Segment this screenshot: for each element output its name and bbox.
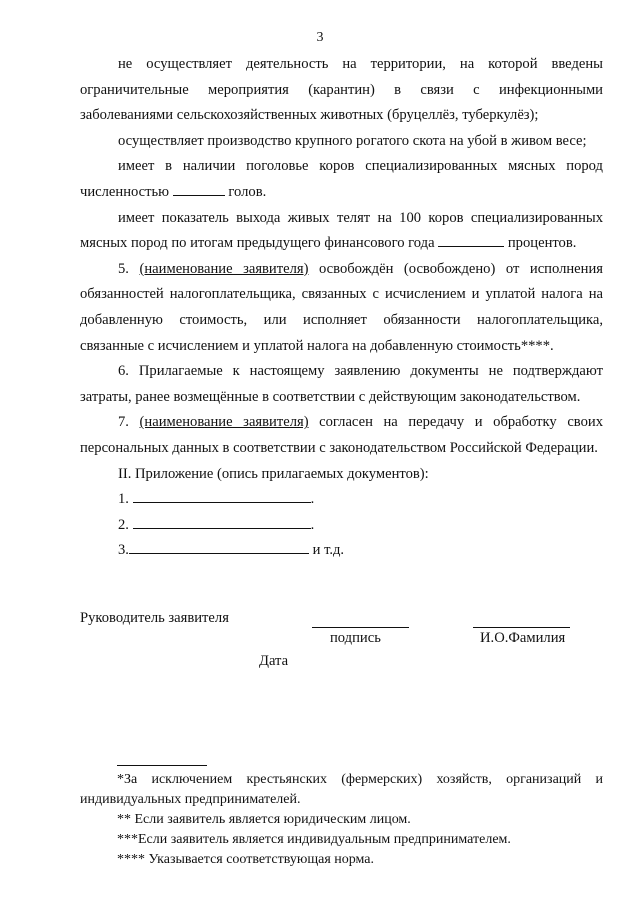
- cows-suffix: голов.: [228, 183, 267, 200]
- footnote-3: ***Если заявитель является индивидуальным предпринимателем.: [117, 832, 511, 847]
- appendix-item-blank[interactable]: [133, 490, 311, 503]
- footnote-4: **** Указывается соответствующая норма.: [117, 852, 375, 867]
- appendix-item-1: [80, 487, 603, 513]
- cows-prefix: имеет в наличии поголовье коров специализированных мясных пород численностью: [80, 158, 603, 200]
- item5-text: освобождён (освобождено) от исполнения обязанностей налогоплательщика, связанных с исчислением и уплатой налога на добавленную стоимость, или исполняет обязанности налогоплательщика, связанные с исчислением и уплатой налога на добавленную стоимость****.: [80, 260, 603, 354]
- footnote-divider: [117, 765, 207, 766]
- calves-suffix: процентов.: [507, 235, 577, 252]
- appendix-item-end: .: [310, 516, 315, 533]
- paragraph-item-6: 6. Прилагаемые к настоящему заявлению документы не подтверждают затраты, ранее возмещённые в соответствии с действующим законодательством.: [80, 363, 603, 405]
- calves-prefix: имеет показатель выхода живых телят на 100 коров специализированных мясных пород по итогам предыдущего финансового года: [80, 209, 603, 252]
- item7-number: 7.: [118, 414, 129, 431]
- signature-line[interactable]: [312, 627, 409, 628]
- footnotes: [80, 770, 603, 870]
- paragraph-cows: [80, 154, 603, 205]
- signature-caption: подпись: [330, 630, 381, 646]
- item5-applicant-label: (наименование заявителя): [139, 260, 309, 277]
- appendix-item-end: .: [310, 491, 315, 508]
- name-caption: И.О.Фамилия: [480, 630, 566, 646]
- head-label: Руководитель заявителя: [80, 610, 229, 626]
- appendix-heading: II. Приложение (опись прилагаемых документов):: [118, 465, 429, 482]
- footnote-1: *За исключением крестьянских (фермерских) хозяйств, организаций и индивидуальных предпринимателей.: [80, 772, 603, 807]
- appendix-item-2: [80, 513, 603, 539]
- cows-count-blank[interactable]: [173, 183, 225, 196]
- appendix-item-blank[interactable]: [133, 516, 311, 529]
- appendix-item-blank[interactable]: [129, 541, 309, 554]
- appendix-item-end: и т.д.: [312, 542, 345, 559]
- item5-number: 5.: [118, 260, 129, 277]
- date-label: Дата: [259, 653, 289, 669]
- name-line[interactable]: [473, 627, 570, 628]
- signature-block: [80, 610, 603, 680]
- appendix-item-number: 3.: [118, 542, 129, 559]
- appendix-item-number: 1.: [118, 491, 129, 508]
- paragraph-quarantine: не осуществляет деятельность на территории, на которой введены ограничительные мероприятия (карантин) в связи с инфекционными заболеваниями сельскохозяйственных животных (бруцеллёз, туберкулёз);: [80, 56, 603, 124]
- appendix-item-3: [80, 538, 603, 564]
- item7-applicant-label: (наименование заявителя): [139, 414, 309, 431]
- paragraph-calves: [80, 206, 603, 257]
- document-body: [80, 52, 603, 564]
- page-number: 3: [316, 30, 324, 45]
- appendix-item-number: 2.: [118, 516, 129, 533]
- footnote-2: ** Если заявитель является юридическим лицом.: [117, 812, 411, 827]
- paragraph-cattle: осуществляет производство крупного рогатого скота на убой в живом весе;: [118, 132, 587, 149]
- paragraph-item-7: [80, 410, 603, 461]
- paragraph-item-5: [80, 257, 603, 359]
- item7-text: согласен на передачу и обработку своих персональных данных в соответствии с законодательством Российской Федерации.: [80, 414, 603, 456]
- calves-percent-blank[interactable]: [438, 234, 504, 247]
